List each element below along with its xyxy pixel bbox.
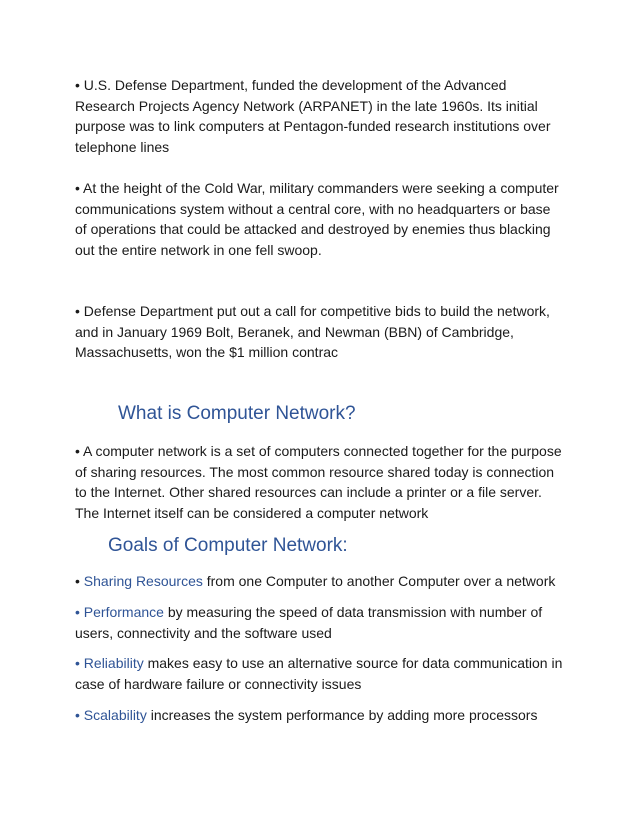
goal-term-reliability: Reliability [83, 655, 144, 671]
paragraph-computer-network-definition: • A computer network is a set of computers connected together for the purpose of sharing resources. The most common resource shared today is connection to the Internet. Other shared resources can include a printer or a file server. The Internet itself can be considered a computer network [75, 443, 562, 521]
goal-term-scalability: Scalability [83, 707, 147, 723]
paragraph-cold-war: • At the height of the Cold War, military commanders were seeking a computer communications system without a central core, with no headquarters or base of operations that could be attacked and destroyed by enemies thus blacking out the entire network in one fell swoop. [75, 180, 559, 258]
heading-what-is-computer-network: What is Computer Network? [118, 403, 356, 424]
goal-bullet: • [75, 707, 80, 723]
goal-text-performance: by measuring the speed of data transmission with number of users, connectivity and the software used [75, 604, 543, 641]
goal-item-scalability [75, 705, 565, 726]
goal-text-scalability: increases the system performance by adding more processors [146, 707, 538, 723]
goal-text-sharing-resources: from one Computer to another Computer over a network [202, 573, 556, 589]
paragraph-bbn-contract: • Defense Department put out a call for competitive bids to build the network, and in January 1969 Bolt, Beranek, and Newman (BBN) of Cambridge, Massachusetts, won the $1 million contrac [75, 303, 550, 360]
goal-bullet: • [75, 655, 80, 671]
goal-bullet: • [75, 604, 80, 620]
goal-bullet: • [75, 573, 80, 589]
goal-term-sharing-resources: Sharing Resources [83, 573, 203, 589]
goal-text-reliability: makes easy to use an alternative source for data communication in case of hardware failure or connectivity issues [75, 655, 563, 692]
goal-item-sharing-resources [75, 571, 565, 592]
paragraph-arpanet-funding: • U.S. Defense Department, funded the development of the Advanced Research Projects Agency Network (ARPANET) in the late 1960s. Its initial purpose was to link computers at Pentagon-funded research institutions over telephone lines [75, 77, 551, 155]
heading-goals-of-computer-network: Goals of Computer Network: [108, 535, 348, 556]
goal-item-performance [75, 602, 565, 643]
goal-term-performance: Performance [83, 604, 164, 620]
goal-item-reliability [75, 653, 565, 694]
